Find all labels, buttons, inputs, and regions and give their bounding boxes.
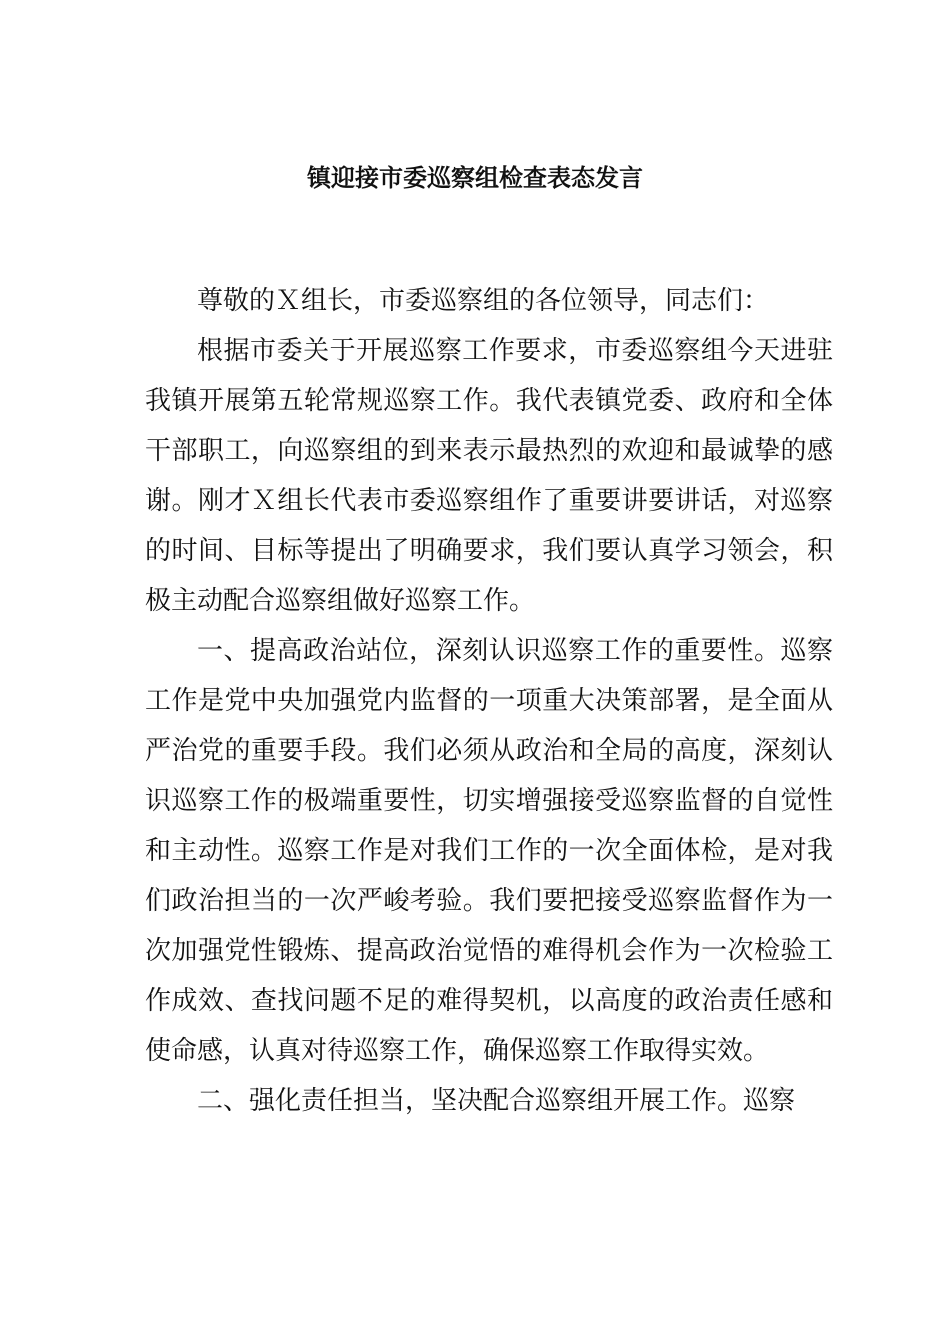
paragraph-section-one: 一、提高政治站位，深刻认识巡察工作的重要性。巡察工作是党中央加强党内监督的一项重大决策部署，是全面从严治党的重要手段。我们必须从政治和全局的高度，深刻认识巡察工作的极端重要性，切实增强接受巡察监督的自觉性和主动性。巡察工作是对我们工作的一次全面体检，是对我们政治担当的一次严峻考验。我们要把接受巡察监督作为一次加强党性锻炼、提高政治觉悟的难得机会作为一次检验工作成效、查找问题不足的难得契机，以高度的政治责任感和使命感，认真对待巡察工作，确保巡察工作取得实效。 [145,636,833,1066]
document-title: 镇迎接市委巡察组检查表态发言 [307,164,643,192]
document-body [145,276,833,1126]
paragraph-salutation: 尊敬的Ｘ组长，市委巡察组的各位领导，同志们： [197,286,770,316]
paragraph-intro: 根据市委关于开展巡察工作要求，市委巡察组今天进驻我镇开展第五轮常规巡察工作。我代表镇党委、政府和全体干部职工，向巡察组的到来表示最热烈的欢迎和最诚挚的感谢。刚才Ｘ组长代表市委巡察组作了重要讲要讲话，对巡察的时间、目标等提出了明确要求，我们要认真学习领会，积极主动配合巡察组做好巡察工作。 [145,336,833,616]
paragraph-section-two: 二、强化责任担当，坚决配合巡察组开展工作。巡察 [197,1086,796,1116]
